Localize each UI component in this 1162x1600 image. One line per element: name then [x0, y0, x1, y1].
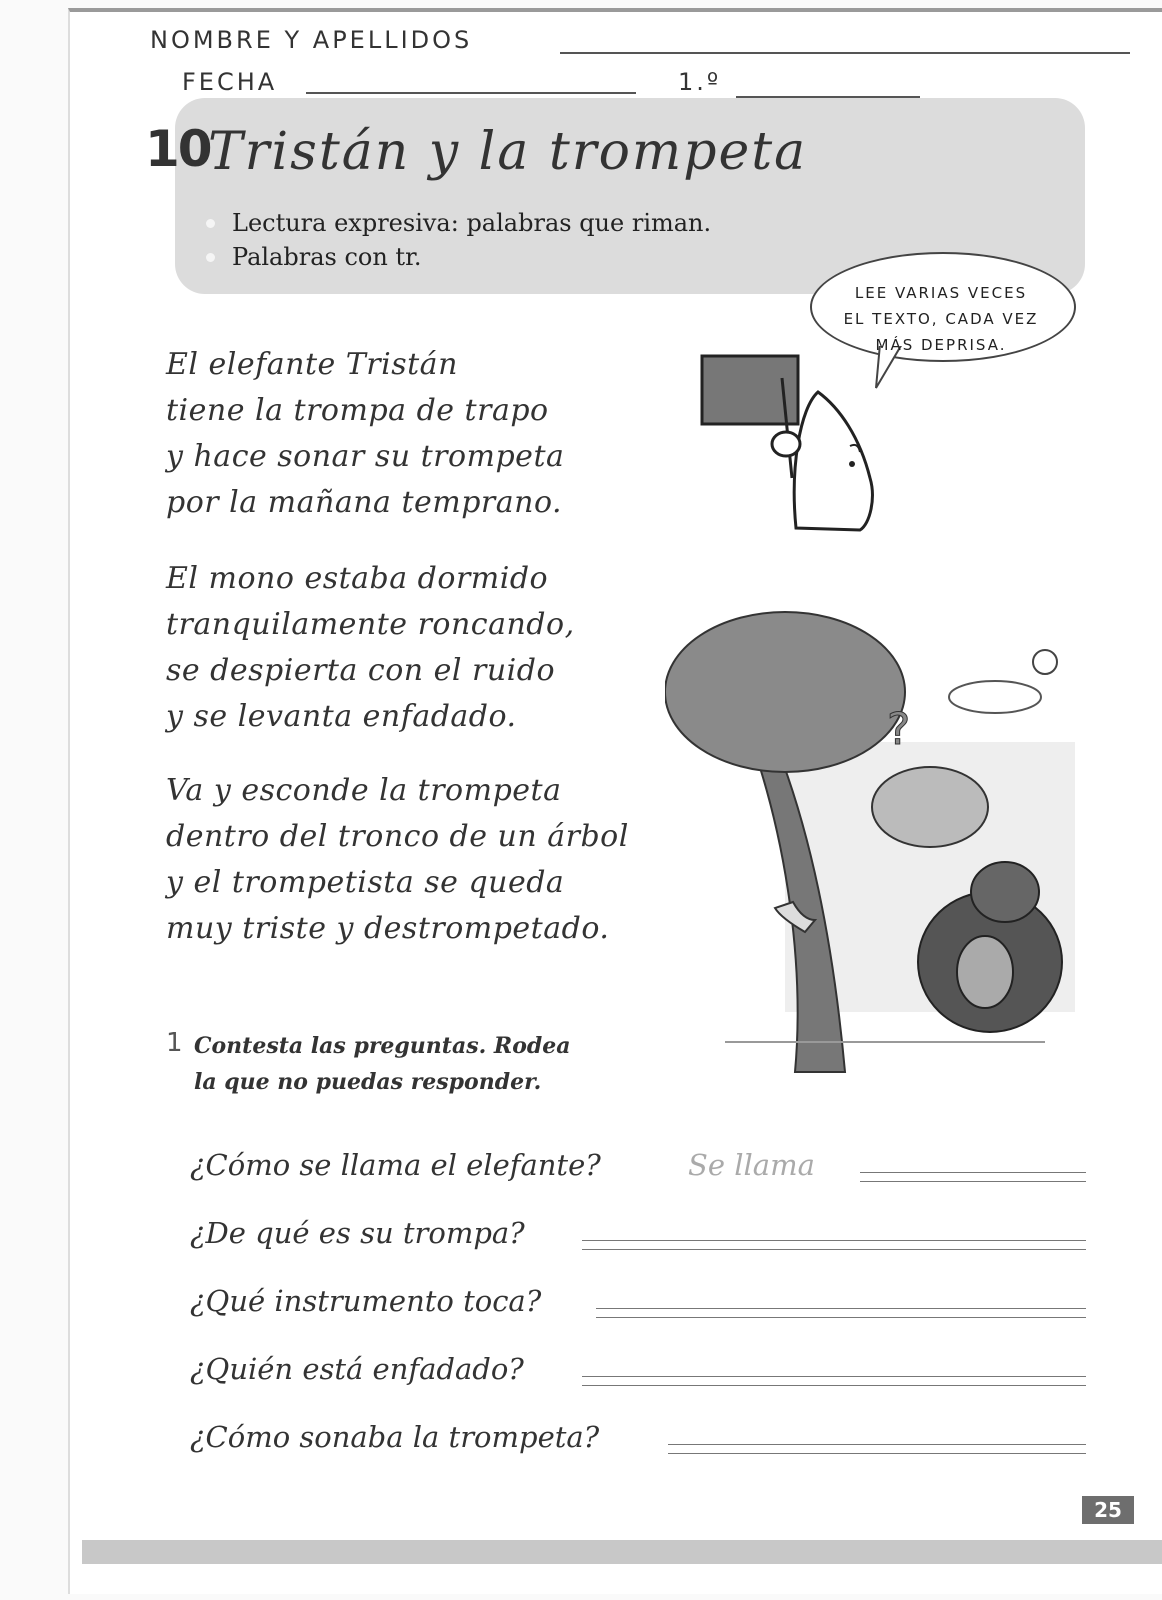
- lesson-number: 10: [145, 120, 211, 178]
- date-label: FECHA: [182, 68, 278, 96]
- answer-lines[interactable]: [860, 1164, 1086, 1182]
- poem-verse: El elefante Tristán: [166, 347, 458, 382]
- name-label: NOMBRE Y APELLIDOS: [150, 26, 473, 54]
- poem-verse: Va y esconde la trompeta: [166, 773, 562, 808]
- question-text: ¿Cómo se llama el elefante?: [190, 1148, 601, 1182]
- answer-lines[interactable]: [668, 1436, 1086, 1454]
- question-text: ¿Qué instrumento toca?: [190, 1284, 542, 1318]
- answer-lines[interactable]: [582, 1368, 1086, 1386]
- poem-verse: y el trompetista se queda: [166, 865, 565, 900]
- exercise-number: 1: [166, 1028, 183, 1058]
- question-row: [190, 1216, 1086, 1260]
- question-text: ¿De qué es su trompa?: [190, 1216, 525, 1250]
- poem-verse: dentro del tronco de un árbol: [166, 819, 629, 854]
- character-with-sign-illustration: [700, 348, 920, 548]
- elephant-monkey-scene-illustration: [665, 602, 1085, 1082]
- name-field[interactable]: [560, 52, 1130, 54]
- poem-verse: tranquilamente roncando,: [166, 607, 575, 642]
- grade-label: 1.º: [678, 68, 722, 96]
- footer-bar: [82, 1540, 1162, 1564]
- page-number: 25: [1082, 1496, 1134, 1524]
- answer-lines[interactable]: [596, 1300, 1086, 1318]
- poem-verse: por la mañana temprano.: [166, 485, 563, 520]
- poem-stanza: [166, 768, 629, 952]
- poem-stanza: [166, 342, 564, 526]
- question-text: ¿Cómo sonaba la trompeta?: [190, 1420, 600, 1454]
- question-row: [190, 1420, 1086, 1464]
- lesson-objectives: [220, 206, 711, 274]
- poem-verse: tiene la trompa de trapo: [166, 393, 549, 428]
- objective-item: Palabras con tr.: [220, 240, 711, 274]
- question-row: [190, 1352, 1086, 1396]
- poem-verse: El mono estaba dormido: [166, 561, 549, 596]
- lesson-title: Tristán y la trompeta: [208, 122, 808, 182]
- worksheet-page: [68, 8, 1162, 1594]
- answer-hint: Se llama: [688, 1148, 815, 1182]
- date-field[interactable]: [306, 92, 636, 94]
- poem-verse: se despierta con el ruido: [166, 653, 556, 688]
- poem-verse: muy triste y destrompetado.: [166, 911, 610, 946]
- poem-verse: y hace sonar su trompeta: [166, 439, 565, 474]
- poem-stanza: [166, 556, 575, 740]
- exercise-instruction: Contesta las preguntas. Rodea la que no puedas responder.: [194, 1033, 571, 1095]
- question-row: [190, 1148, 1086, 1192]
- bubble-text: LEE VARIAS VECES EL TEXTO, CADA VEZ MÁS DEPRISA.: [843, 284, 1039, 354]
- answer-lines[interactable]: [582, 1232, 1086, 1250]
- question-text: ¿Quién está enfadado?: [190, 1352, 524, 1386]
- question-row: [190, 1284, 1086, 1328]
- svg-text:?: ?: [887, 704, 911, 755]
- poem-verse: y se levanta enfadado.: [166, 699, 517, 734]
- objective-item: Lectura expresiva: palabras que riman.: [220, 206, 711, 240]
